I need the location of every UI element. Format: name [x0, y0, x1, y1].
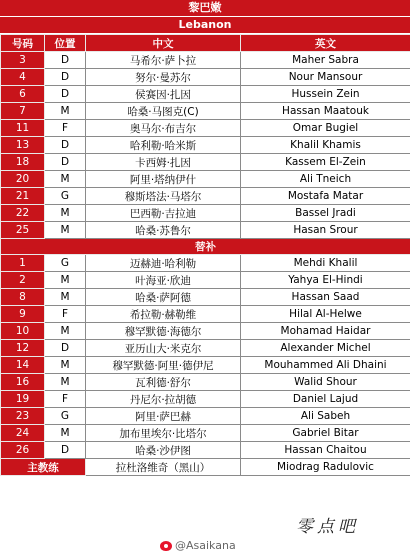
- player-name-chinese: 哈利勒·哈米斯: [86, 137, 241, 154]
- player-name-english: Ali Tneich: [241, 171, 410, 188]
- table-row: [1, 205, 410, 222]
- table-row: [1, 69, 410, 86]
- player-number: 25: [1, 222, 45, 239]
- player-name-chinese: 阿里·萨巴赫: [86, 408, 241, 425]
- coach-label: 主教练: [1, 459, 86, 476]
- player-position: M: [45, 323, 86, 340]
- player-name-english: Hassan Chaitou: [241, 442, 410, 459]
- starters-body: [1, 52, 410, 476]
- player-position: G: [45, 408, 86, 425]
- column-header-english: 英文: [241, 35, 410, 52]
- player-number: 7: [1, 103, 45, 120]
- player-name-english: Mehdi Khalil: [241, 255, 410, 272]
- player-number: 4: [1, 69, 45, 86]
- player-name-english: Hasan Srour: [241, 222, 410, 239]
- table-row: [1, 154, 410, 171]
- player-name-chinese: 穆罕默德·海德尔: [86, 323, 241, 340]
- player-position: F: [45, 391, 86, 408]
- player-number: 14: [1, 357, 45, 374]
- weibo-icon: [160, 541, 172, 551]
- player-position: D: [45, 52, 86, 69]
- player-position: D: [45, 137, 86, 154]
- column-header-chinese: 中文: [86, 35, 241, 52]
- team-title-chinese: 黎巴嫩: [0, 0, 410, 17]
- table-row: [1, 306, 410, 323]
- table-row: [1, 120, 410, 137]
- player-name-chinese: 叶海亚·欣迪: [86, 272, 241, 289]
- player-position: D: [45, 340, 86, 357]
- player-name-english: Mostafa Matar: [241, 188, 410, 205]
- player-position: M: [45, 205, 86, 222]
- roster-table: [0, 34, 410, 476]
- player-number: 23: [1, 408, 45, 425]
- player-position: M: [45, 222, 86, 239]
- watermark-text: @Asaikana: [175, 539, 236, 552]
- player-name-english: Nour Mansour: [241, 69, 410, 86]
- table-row: [1, 171, 410, 188]
- player-name-chinese: 侯赛因·扎因: [86, 86, 241, 103]
- player-name-chinese: 哈桑·萨阿德: [86, 289, 241, 306]
- player-position: M: [45, 272, 86, 289]
- player-name-english: Khalil Khamis: [241, 137, 410, 154]
- player-number: 13: [1, 137, 45, 154]
- player-number: 22: [1, 205, 45, 222]
- table-row: [1, 52, 410, 69]
- table-row: [1, 357, 410, 374]
- table-row: [1, 86, 410, 103]
- table-row: [1, 188, 410, 205]
- table-row: [1, 425, 410, 442]
- player-name-english: Alexander Michel: [241, 340, 410, 357]
- table-row: [1, 391, 410, 408]
- player-position: M: [45, 425, 86, 442]
- player-number: 11: [1, 120, 45, 137]
- player-name-english: Ali Sabeh: [241, 408, 410, 425]
- team-title-english: Lebanon: [0, 17, 410, 34]
- player-name-chinese: 亚历山大·米克尔: [86, 340, 241, 357]
- player-number: 9: [1, 306, 45, 323]
- column-header-position: 位置: [45, 35, 86, 52]
- player-number: 2: [1, 272, 45, 289]
- player-position: G: [45, 255, 86, 272]
- player-name-chinese: 希拉勒·赫勒维: [86, 306, 241, 323]
- table-row: [1, 340, 410, 357]
- substitutes-section-row: [1, 239, 410, 255]
- player-position: M: [45, 171, 86, 188]
- player-name-chinese: 哈桑·苏鲁尔: [86, 222, 241, 239]
- coach-name-chinese: 拉杜洛维奇（黑山）: [86, 459, 241, 476]
- player-name-english: Hassan Saad: [241, 289, 410, 306]
- column-header-number: 号码: [1, 35, 45, 52]
- player-name-english: Maher Sabra: [241, 52, 410, 69]
- player-position: M: [45, 374, 86, 391]
- player-name-english: Daniel Lajud: [241, 391, 410, 408]
- player-position: M: [45, 103, 86, 120]
- player-name-english: Kassem El-Zein: [241, 154, 410, 171]
- player-name-chinese: 哈桑·沙伊图: [86, 442, 241, 459]
- player-position: F: [45, 306, 86, 323]
- player-position: D: [45, 69, 86, 86]
- player-number: 21: [1, 188, 45, 205]
- player-number: 19: [1, 391, 45, 408]
- player-name-english: Yahya El-Hindi: [241, 272, 410, 289]
- player-position: M: [45, 357, 86, 374]
- footer: [0, 503, 410, 559]
- table-row: [1, 272, 410, 289]
- table-row: [1, 103, 410, 120]
- player-name-chinese: 加布里埃尔·比塔尔: [86, 425, 241, 442]
- player-name-chinese: 巴西勒·吉拉迪: [86, 205, 241, 222]
- player-name-english: Hassan Maatouk: [241, 103, 410, 120]
- player-name-chinese: 丹尼尔·拉胡德: [86, 391, 241, 408]
- player-name-chinese: 奥马尔·布吉尔: [86, 120, 241, 137]
- player-position: M: [45, 289, 86, 306]
- table-row: [1, 137, 410, 154]
- table-row: [1, 323, 410, 340]
- player-name-chinese: 穆斯塔法·马塔尔: [86, 188, 241, 205]
- table-row: [1, 289, 410, 306]
- player-number: 1: [1, 255, 45, 272]
- player-name-english: Bassel Jradi: [241, 205, 410, 222]
- watermark: [160, 539, 236, 552]
- player-position: D: [45, 442, 86, 459]
- player-number: 12: [1, 340, 45, 357]
- player-position: D: [45, 86, 86, 103]
- player-number: 6: [1, 86, 45, 103]
- player-position: G: [45, 188, 86, 205]
- player-number: 18: [1, 154, 45, 171]
- table-row: [1, 374, 410, 391]
- player-number: 20: [1, 171, 45, 188]
- player-name-chinese: 瓦利德·舒尔: [86, 374, 241, 391]
- player-position: D: [45, 154, 86, 171]
- player-name-english: Hilal Al-Helwe: [241, 306, 410, 323]
- coach-row: [1, 459, 410, 476]
- table-row: [1, 222, 410, 239]
- player-position: F: [45, 120, 86, 137]
- player-name-english: Mouhammed Ali Dhaini: [241, 357, 410, 374]
- player-name-english: Hussein Zein: [241, 86, 410, 103]
- table-row: [1, 442, 410, 459]
- player-number: 8: [1, 289, 45, 306]
- player-name-chinese: 努尔·曼苏尔: [86, 69, 241, 86]
- player-name-english: Omar Bugiel: [241, 120, 410, 137]
- signature: 零点吧: [296, 517, 359, 537]
- player-name-chinese: 迈赫迪·哈利勒: [86, 255, 241, 272]
- player-name-chinese: 穆罕默德·阿里·德伊尼: [86, 357, 241, 374]
- player-name-chinese: 卡西姆·扎因: [86, 154, 241, 171]
- table-row: [1, 408, 410, 425]
- coach-name-english: Miodrag Radulovic: [241, 459, 410, 476]
- player-number: 3: [1, 52, 45, 69]
- player-number: 16: [1, 374, 45, 391]
- player-name-english: Walid Shour: [241, 374, 410, 391]
- player-number: 24: [1, 425, 45, 442]
- player-number: 10: [1, 323, 45, 340]
- player-name-chinese: 哈桑·马图克(C): [86, 103, 241, 120]
- substitutes-label: 替补: [1, 239, 410, 255]
- header-row: [1, 35, 410, 52]
- player-name-chinese: 阿里·塔纳伊什: [86, 171, 241, 188]
- table-row: [1, 255, 410, 272]
- player-name-english: Gabriel Bitar: [241, 425, 410, 442]
- player-name-chinese: 马希尔·萨卜拉: [86, 52, 241, 69]
- player-name-english: Mohamad Haidar: [241, 323, 410, 340]
- player-number: 26: [1, 442, 45, 459]
